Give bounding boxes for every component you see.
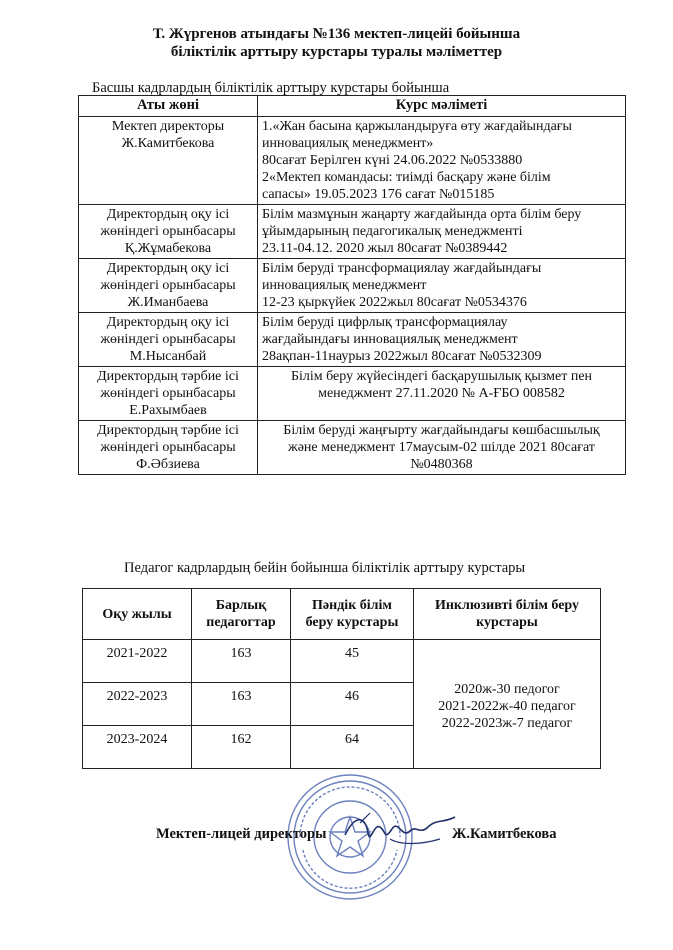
header-text: педагогтар (206, 615, 276, 630)
header-text: Оқу жылы (102, 606, 172, 622)
course-line: 2«Мектеп командасы: тиімді басқару және білім (262, 170, 551, 185)
staff-position: Директордың тәрбие ісі (97, 369, 239, 384)
course-line: Білім мазмұнын жаңарту жағдайында орта білім беру (262, 207, 582, 222)
staff-position: Директордың оқу ісі (106, 207, 230, 222)
section2-subtitle: Педагог кадрлардың бейін бойынша біліктілік арттыру курстары (124, 560, 526, 576)
course-line: 1.«Жан басына қаржыландыруға өту жағдайындағы (262, 119, 572, 134)
document-title-line1: Т. Жүргенов атындағы №136 мектеп-лицейі бойынша (152, 26, 521, 42)
staff-cell (79, 367, 258, 421)
course-cell (258, 205, 626, 259)
signature-role: Мектеп-лицей директоры (156, 826, 327, 842)
inclusive-line: 2021-2022ж-40 педагог (438, 699, 576, 714)
year-cell: 2023-2024 (83, 726, 192, 769)
inclusive-line: 2020ж-30 педогог (454, 682, 560, 697)
course-line: менеджмент 27.11.2020 № А-ҒБО 008582 (318, 386, 565, 401)
staff-position: жөніндегі орынбасары (100, 224, 236, 239)
course-line: Білім беруді цифрлық трансформациялау (262, 315, 508, 330)
header-text: беру курстары (305, 615, 399, 630)
table-row (79, 367, 626, 421)
leadership-courses-table (78, 95, 626, 475)
teacher-courses-table (82, 588, 601, 769)
course-line: Білім беруді жаңғырту жағдайындағы көшбасшылық (283, 423, 600, 438)
year-cell: 2021-2022 (83, 640, 192, 683)
course-line: Білім беру жүйесіндегі басқарушылық қызмет пен (290, 369, 593, 384)
table-row (79, 259, 626, 313)
course-cell (258, 367, 626, 421)
table-row (79, 117, 626, 205)
total-cell: 162 (192, 726, 291, 769)
header-text: Инклюзивті білім беру (434, 598, 580, 613)
course-line: 28ақпан-11наурыз 2022жыл 80сағат №0532309 (262, 349, 542, 364)
staff-cell (79, 421, 258, 475)
staff-name: Е.Рахымбаев (129, 403, 207, 418)
table-header-row (83, 589, 601, 640)
director-signature (340, 805, 460, 855)
table-row (79, 313, 626, 367)
table-row (79, 421, 626, 475)
staff-position: жөніндегі орынбасары (100, 332, 236, 347)
staff-cell (79, 259, 258, 313)
section1-subtitle: Басшы кадрлардың біліктілік арттыру курстары бойынша (92, 80, 450, 96)
inclusive-cell (414, 640, 601, 769)
document-title-line2: біліктілік арттыру курстары туралы мәліметтер (170, 44, 503, 60)
course-line: инновациялық менеджмент (262, 278, 427, 293)
staff-cell (79, 117, 258, 205)
staff-name: Ж.Камитбекова (121, 136, 215, 151)
course-line: ұйымдарының педагогикалық менеджменті (262, 224, 523, 239)
course-line: жағдайындағы инновациялық менеджмент (262, 332, 518, 347)
course-line: инновациялық менеджмент» (262, 136, 434, 151)
course-line: 80сағат Берілген күні 24.06.2022 №0533880 (262, 153, 523, 168)
course-line: Білім беруді трансформациялау жағдайындағы (262, 261, 542, 276)
staff-position: жөніндегі орынбасары (100, 278, 236, 293)
table-row (83, 640, 601, 683)
total-cell: 163 (192, 640, 291, 683)
staff-position: Мектеп директоры (111, 119, 225, 134)
course-line: сапасы» 19.05.2023 176 сағат №015185 (262, 187, 495, 202)
staff-name: Қ.Жұмабекова (124, 241, 212, 256)
course-line: және менеджмент 17маусым-02 шілде 2021 80сағат (288, 440, 595, 455)
course-line: 12-23 қыркүйек 2022жыл 80сағат №0534376 (262, 295, 527, 310)
staff-name: М.Нысанбай (129, 349, 207, 364)
staff-position: Директордың оқу ісі (106, 315, 230, 330)
year-cell: 2022-2023 (83, 683, 192, 726)
staff-name: Ж.Иманбаева (127, 295, 209, 310)
staff-position: жөніндегі орынбасары (100, 386, 236, 401)
course-line: 23.11-04.12. 2020 жыл 80сағат №0389442 (262, 241, 508, 256)
table-row (79, 205, 626, 259)
subject-cell: 45 (291, 640, 414, 683)
column-header-total (192, 589, 291, 640)
course-cell (258, 313, 626, 367)
staff-name: Ф.Әбзиева (136, 457, 200, 472)
column-header-year (83, 589, 192, 640)
column-header-name: Аты жөні (79, 96, 258, 117)
subject-cell: 46 (291, 683, 414, 726)
header-text: Пәндік білім (312, 598, 392, 613)
course-cell (258, 421, 626, 475)
signature-name: Ж.Камитбекова (452, 826, 557, 842)
subject-cell: 64 (291, 726, 414, 769)
course-cell (258, 117, 626, 205)
course-cell (258, 259, 626, 313)
staff-cell (79, 313, 258, 367)
column-header-subject (291, 589, 414, 640)
column-header-course: Курс мәліметі (258, 96, 626, 117)
staff-position: Директордың оқу ісі (106, 261, 230, 276)
header-text: Барлық (215, 598, 267, 613)
course-line: №0480368 (410, 457, 473, 472)
staff-position: Директордың тәрбие ісі (97, 423, 239, 438)
inclusive-line: 2022-2023ж-7 педагог (441, 716, 573, 731)
table-header-row (79, 96, 626, 117)
staff-cell (79, 205, 258, 259)
total-cell: 163 (192, 683, 291, 726)
header-text: курстары (476, 615, 538, 630)
staff-position: жөніндегі орынбасары (100, 440, 236, 455)
column-header-inclusive (414, 589, 601, 640)
